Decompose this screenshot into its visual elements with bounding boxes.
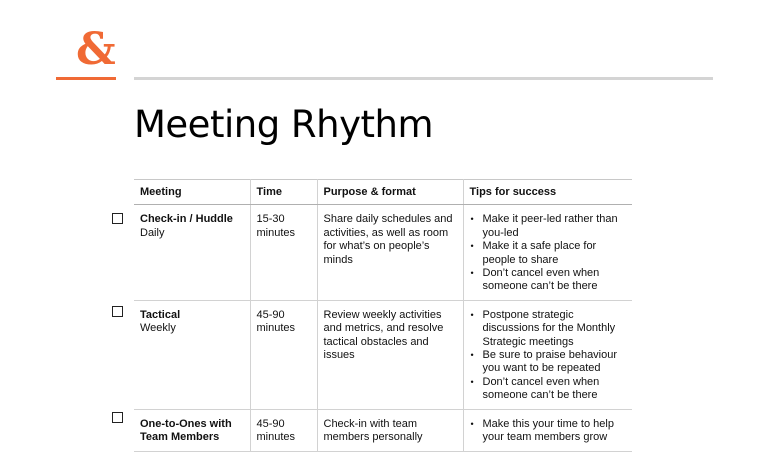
meeting-name: Check-in / Huddle: [140, 213, 233, 226]
tip-item: • Make this your time to help your team members grow: [470, 418, 627, 445]
meeting-table-container: [134, 179, 632, 452]
logo: [56, 24, 118, 82]
tips-cell: [463, 409, 632, 451]
column-header: Meeting: [134, 180, 250, 205]
table-header-row: [134, 180, 632, 205]
table-row: [134, 205, 632, 300]
table-row: [134, 409, 632, 451]
page-title: Meeting Rhythm: [134, 103, 433, 146]
ampersand-logo-icon: &: [76, 24, 116, 75]
meeting-name: Tactical: [140, 308, 181, 321]
tip-item: • Don’t cancel even when someone can’t be there: [470, 267, 627, 294]
tip-item: • Postpone strategic discussions for the Monthly Strategic meetings: [470, 309, 627, 349]
meeting-rhythm-table: [134, 179, 632, 452]
meeting-frequency: Daily: [140, 226, 165, 239]
purpose-cell: Check-in with team members personally: [317, 409, 463, 451]
tips-cell: [463, 205, 632, 300]
tips-list: [470, 213, 627, 293]
meeting-name: One-to-Ones with Team Members: [140, 417, 232, 444]
time-cell: 15-30 minutes: [250, 205, 317, 300]
column-header: Tips for success: [463, 180, 632, 205]
tip-item: • Make it peer-led rather than you-led: [470, 213, 627, 240]
header-rule: [134, 77, 713, 80]
column-header: Purpose & format: [317, 180, 463, 205]
purpose-cell: Review weekly activities and metrics, and resolve tactical obstacles and issues: [317, 300, 463, 409]
logo-underline: [56, 77, 116, 80]
tips-list: [470, 418, 627, 445]
row-checkbox-tactical[interactable]: [112, 306, 123, 317]
column-header: Time: [250, 180, 317, 205]
row-checkbox-one-to-ones[interactable]: [112, 412, 123, 423]
meeting-cell: [134, 205, 250, 300]
meeting-cell: [134, 409, 250, 451]
meeting-frequency: Weekly: [140, 322, 176, 335]
tip-item: • Be sure to praise behaviour you want to be repeated: [470, 349, 627, 376]
tip-item: • Make it a safe place for people to share: [470, 240, 627, 267]
row-checkbox-checkin[interactable]: [112, 213, 123, 224]
time-cell: 45-90 minutes: [250, 409, 317, 451]
meeting-cell: [134, 300, 250, 409]
tip-item: • Don’t cancel even when someone can’t be there: [470, 376, 627, 403]
purpose-cell: Share daily schedules and activities, as well as room for what’s on people’s minds: [317, 205, 463, 300]
tips-cell: [463, 300, 632, 409]
time-cell: 45-90 minutes: [250, 300, 317, 409]
tips-list: [470, 309, 627, 403]
table-row: [134, 300, 632, 409]
